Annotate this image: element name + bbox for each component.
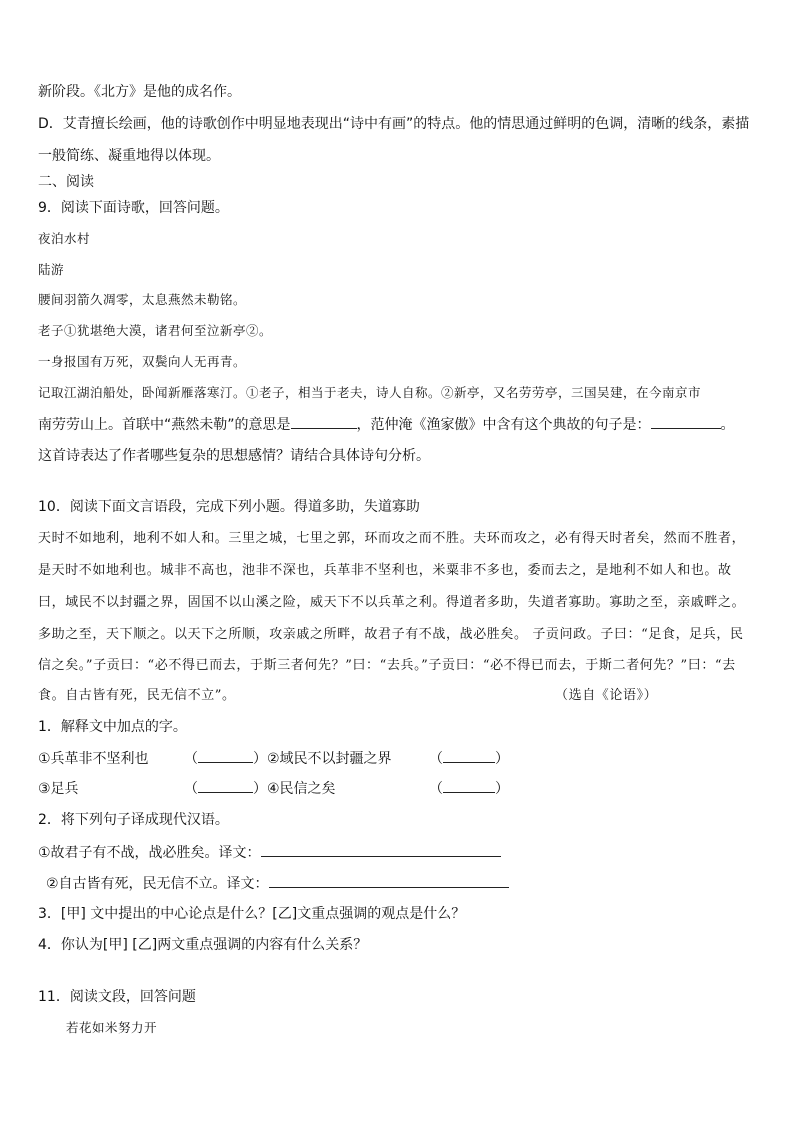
paren: （ xyxy=(429,751,443,767)
answer-blank[interactable] xyxy=(261,842,501,857)
question-9-sub: 这首诗表达了作者哪些复杂的思想感情？请结合具体诗句分析。 xyxy=(38,448,430,464)
translation-row xyxy=(38,842,764,863)
passage-line: 天时不如地利，地利不如人和。三里之城，七里之郭，环而攻之而不胜。夫环而攻之，必有得天时者矣，然而不胜者， xyxy=(38,531,746,546)
question-9: 9．阅读下面诗歌，回答问题。 xyxy=(38,200,229,216)
subquestion-1: 1．解释文中加点的字。 xyxy=(38,719,187,735)
item-label: ②域民不以封疆之界 xyxy=(267,751,392,767)
poem-line: 腰间羽箭久凋零，太息燕然未勒铭。 xyxy=(38,292,247,307)
answer-blank[interactable] xyxy=(198,778,253,793)
subquestion-1-row xyxy=(38,748,764,769)
subquestion-4: 4．你认为[甲] [乙]两文重点强调的内容有什么关系？ xyxy=(38,937,368,953)
passage-line: 曰，域民不以封疆之界，固国不以山溪之险，威天下不以兵革之利。得道者多助，失道者寡助。寡助之至，亲戚畔之。 xyxy=(38,595,746,610)
paren: ） xyxy=(495,751,509,767)
answer-blank[interactable] xyxy=(443,748,495,763)
translation-row xyxy=(46,873,764,894)
answer-blank[interactable] xyxy=(198,748,253,763)
text-line: 新阶段。《北方》是他的成名作。 xyxy=(38,84,241,100)
text-line: 一般简练、凝重地得以体现。 xyxy=(38,148,220,164)
paren: ） xyxy=(253,751,267,767)
answer-blank[interactable] xyxy=(443,778,495,793)
subquestion-3: 3．[甲] 文中提出的中心论点是什么？[乙]文重点强调的观点是什么？ xyxy=(38,906,466,922)
answer-blank[interactable] xyxy=(651,414,721,429)
paren: ） xyxy=(495,781,509,797)
subquestion-1-row xyxy=(38,778,764,799)
paren: （ xyxy=(184,781,198,797)
text-fragment: 南劳劳山上。首联中“燕然未勒”的意思是 xyxy=(38,417,291,433)
item-label: ①兵革非不坚利也 xyxy=(38,751,149,767)
text-fragment: ，范仲淹《渔家傲》中含有这个典故的句子是： xyxy=(356,417,651,433)
passage-title: 若花如米努力开 xyxy=(66,1020,158,1035)
option-d: D．艾青擅长绘画，他的诗歌创作中明显地表现出“诗中有画”的特点。他的情思通过鲜明的色调，清晰的线条，素描 xyxy=(38,116,750,132)
answer-blank[interactable] xyxy=(291,414,357,429)
passage-line: 是天时不如地利也。城非不高也，池非不深也，兵革非不坚利也，米粟非不多也，委而去之，是地利不如人和也。故 xyxy=(38,563,732,578)
passage-line: 多助之至，天下顺之。以天下之所顺，攻亲戚之所畔，故君子有不战，战必胜矣。 子贡问政。子曰：“足食，足兵，民 xyxy=(38,627,744,642)
question-9-fill xyxy=(38,414,764,435)
poem-notes: 记取江湖泊船处，卧闻新雁落寒汀。①老子，相当于老夫，诗人自称。②新亭，又名劳劳亭，三国吴建，在今南京市 xyxy=(38,385,702,400)
paren: （ xyxy=(429,781,443,797)
translation-label: ②自古皆有死，民无信不立。译文： xyxy=(46,876,269,892)
paren: ） xyxy=(253,781,267,797)
poem-title: 夜泊水村 xyxy=(38,231,91,246)
poem-author: 陆游 xyxy=(38,262,65,277)
item-label: ④民信之矣 xyxy=(267,781,336,797)
item-label: ③足兵 xyxy=(38,781,79,797)
section-heading: 二、阅读 xyxy=(38,174,94,190)
answer-blank[interactable] xyxy=(269,873,509,888)
passage-source: （选自《论语》） xyxy=(555,688,658,703)
passage-line: 信之矣。”子贡曰：“必不得已而去，于斯三者何先？”曰：“去兵。”子贡曰：“必不得已而去，于斯二者何先？”曰：“去 xyxy=(38,658,736,673)
paren: （ xyxy=(184,751,198,767)
subquestion-2: 2．将下列句子译成现代汉语。 xyxy=(38,812,229,828)
text-fragment: 。 xyxy=(720,417,735,433)
question-11: 11．阅读文段，回答问题 xyxy=(38,989,196,1005)
translation-label: ①故君子有不战，战必胜矣。译文： xyxy=(38,845,261,861)
question-10: 10．阅读下面文言语段，完成下列小题。得道多助，失道寡助 xyxy=(38,499,420,515)
passage-line: 食。自古皆有死，民无信不立”。 xyxy=(38,688,236,703)
poem-line: 一身报国有万死，双鬓向人无再青。 xyxy=(38,354,247,369)
poem-line: 老子①犹堪绝大漠，诸君何至泣新亭②。 xyxy=(38,323,273,338)
